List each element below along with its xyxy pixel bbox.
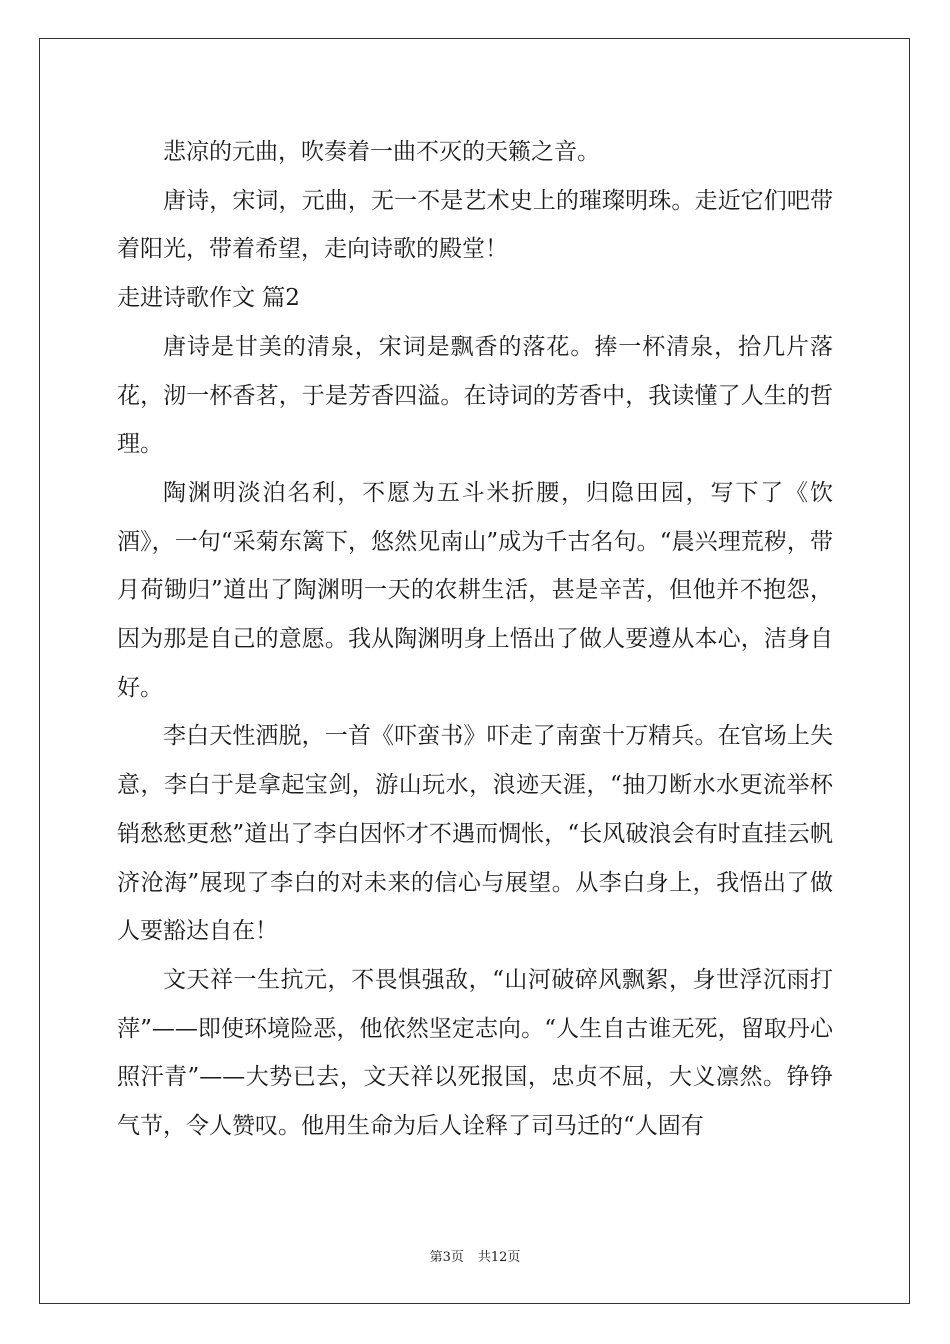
section-heading: 走进诗歌作文 篇2 bbox=[117, 285, 300, 312]
paragraph-1: 悲凉的元曲，吹奏着一曲不灭的天籁之音。 bbox=[163, 139, 600, 165]
paragraph-3: 唐诗是甘美的清泉，宋词是飘香的落花。捧一杯清泉，拾几片落花，沏一杯香茗，于是芳香四溢。在诗词的芳香中，我读懂了人生的哲理。 bbox=[117, 333, 833, 458]
document-body bbox=[117, 128, 833, 1151]
page-footer bbox=[0, 1246, 950, 1265]
paragraph-5: 李白天性洒脱，一首《吓蛮书》吓走了南蛮十万精兵。在官场上失意，李白于是拿起宝剑，游山玩水，浪迹天涯，“抽刀断水水更流举杯销愁愁更愁”道出了李白因怀才不遇而惆怅，“长风破浪会有时直挂云帆济沧海”展现了李白的对未来的信心与展望。从李白身上，我悟出了做人要豁达自在！ bbox=[117, 723, 833, 945]
paragraph-6: 文天祥一生抗元，不畏惧强敌，“山河破碎风飘絮，身世浮沉雨打萍”——即使环境险恶，他依然坚定志向。“人生自古谁无死，留取丹心照汗青”——大势已去，文天祥以死报国，忠贞不屈，大义凛然。铮铮气节，令人赞叹。他用生命为后人诠释了司马迁的“人固有 bbox=[117, 966, 833, 1140]
page-number: 第3页 bbox=[429, 1250, 464, 1265]
paragraph-2: 唐诗，宋词，元曲，无一不是艺术史上的璀璨明珠。走近它们吧带着阳光，带着希望，走向诗歌的殿堂！ bbox=[117, 187, 833, 263]
paragraph-4: 陶渊明淡泊名利，不愿为五斗米折腰，归隐田园，写下了《饮酒》，一句“采菊东篱下，悠然见南山”成为千古名句。“晨兴理荒秽，带月荷锄归”道出了陶渊明一天的农耕生活，甚是辛苦，但他并不抱怨，因为那是自己的意愿。我从陶渊明身上悟出了做人要遵从本心，洁身自好。 bbox=[117, 479, 833, 701]
page-total: 共12页 bbox=[477, 1250, 521, 1265]
